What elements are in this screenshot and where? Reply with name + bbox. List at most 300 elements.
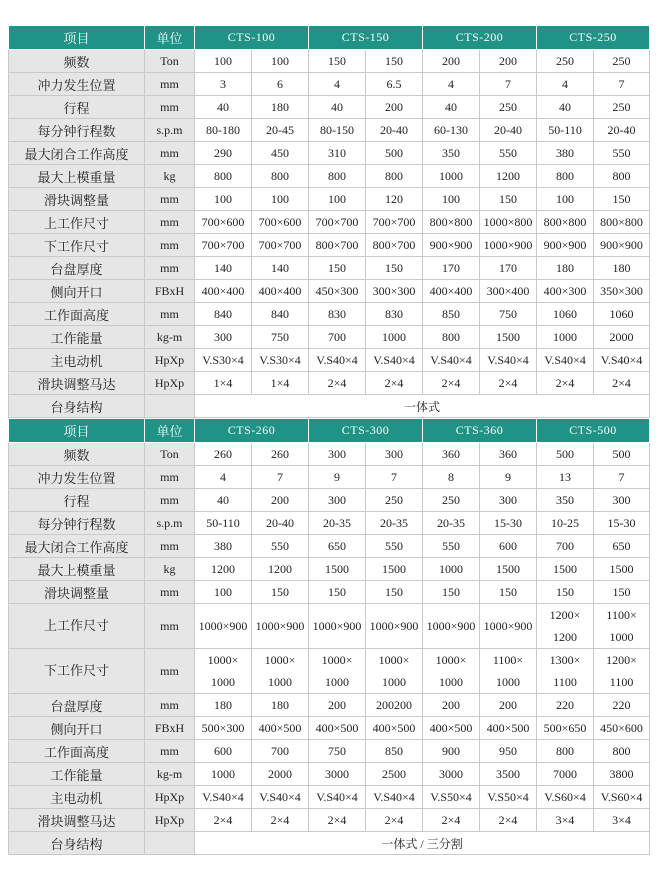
spec-value: 300 — [195, 326, 252, 349]
spec-value: 300×400 — [480, 280, 537, 303]
spec-value-line: 1100× — [492, 653, 524, 667]
spec-value: 550 — [480, 142, 537, 165]
spec-value: 830 — [366, 303, 423, 326]
spec-value: 250 — [480, 96, 537, 119]
spec-value: V.S40×4 — [309, 349, 366, 372]
spec-value: 900 — [423, 740, 480, 763]
spec-value: 1000 — [195, 763, 252, 786]
spec-value: 150 — [366, 257, 423, 280]
spec-value-line: 1000×900 — [369, 619, 419, 633]
row-label: 滑块调整马达 — [9, 809, 145, 832]
spec-row — [9, 581, 650, 604]
spec-value: 150 — [309, 581, 366, 604]
row-label: 主电动机 — [9, 349, 145, 372]
row-label: 上工作尺寸 — [9, 604, 145, 649]
spec-value: 2000 — [594, 326, 650, 349]
spec-value: 140 — [252, 257, 309, 280]
spec-value: 6 — [252, 73, 309, 96]
spec-value: 40 — [195, 489, 252, 512]
header-row — [9, 26, 650, 50]
spec-value: 310 — [309, 142, 366, 165]
spec-value: 4 — [309, 73, 366, 96]
spec-value: 20-40 — [252, 512, 309, 535]
spec-value: 500 — [594, 443, 650, 466]
spec-value — [309, 604, 366, 649]
row-label: 工作面高度 — [9, 740, 145, 763]
spec-value: 6.5 — [366, 73, 423, 96]
spec-value: 950 — [480, 740, 537, 763]
spec-value: 800 — [537, 740, 594, 763]
spec-value: 1500 — [480, 326, 537, 349]
spec-row — [9, 809, 650, 832]
spec-value: 400×400 — [423, 280, 480, 303]
spec-value — [252, 604, 309, 649]
row-unit: kg — [145, 165, 195, 188]
spec-value — [537, 604, 594, 649]
spec-value: 100 — [252, 188, 309, 211]
spec-value: 650 — [594, 535, 650, 558]
spec-row — [9, 234, 650, 257]
row-unit: mm — [145, 604, 195, 649]
row-label: 行程 — [9, 489, 145, 512]
row-label: 滑块调整量 — [9, 581, 145, 604]
spec-value: 550 — [252, 535, 309, 558]
spec-value: 800 — [594, 740, 650, 763]
spec-value-line: 1100× — [606, 608, 637, 622]
spec-value: 550 — [594, 142, 650, 165]
spec-value: 700×600 — [195, 211, 252, 234]
spec-value: 600 — [195, 740, 252, 763]
spec-value: 220 — [537, 694, 594, 717]
row-unit: HpXp — [145, 809, 195, 832]
spec-value: 250 — [423, 489, 480, 512]
spec-value: 1500 — [309, 558, 366, 581]
spec-value: 9 — [480, 466, 537, 489]
spec-value: 380 — [195, 535, 252, 558]
spec-value: V.S50×4 — [480, 786, 537, 809]
row-unit: mm — [145, 188, 195, 211]
spec-value: 180 — [594, 257, 650, 280]
spec-value: 15-30 — [594, 512, 650, 535]
spec-value: 300×300 — [366, 280, 423, 303]
spec-value: 150 — [537, 581, 594, 604]
spec-value-line: 1000× — [207, 653, 239, 667]
row-label: 最大上模重量 — [9, 558, 145, 581]
row-unit: mm — [145, 211, 195, 234]
spec-value: V.S40×4 — [366, 786, 423, 809]
spec-value: 40 — [309, 96, 366, 119]
spec-value: 20-40 — [594, 119, 650, 142]
spec-value: 550 — [423, 535, 480, 558]
spec-value: 400×500 — [309, 717, 366, 740]
spec-value: 350 — [423, 142, 480, 165]
spec-value: 20-40 — [480, 119, 537, 142]
spec-value-line: 1000× — [264, 653, 296, 667]
row-label: 冲力发生位置 — [9, 73, 145, 96]
row-label: 每分钟行程数 — [9, 512, 145, 535]
spec-value: 80-150 — [309, 119, 366, 142]
header-unit: 单位 — [145, 26, 195, 50]
spec-row — [9, 188, 650, 211]
spec-value: 350×300 — [594, 280, 650, 303]
spec-row — [9, 303, 650, 326]
spec-value: 1500 — [480, 558, 537, 581]
row-unit: Ton — [145, 50, 195, 73]
spec-value: 800 — [195, 165, 252, 188]
row-label: 每分钟行程数 — [9, 119, 145, 142]
spec-value: 8 — [423, 466, 480, 489]
spec-value: 150 — [309, 257, 366, 280]
spec-value: 360 — [423, 443, 480, 466]
structure-row — [9, 832, 650, 855]
row-label: 上工作尺寸 — [9, 211, 145, 234]
spec-value: 1500 — [366, 558, 423, 581]
spec-value: 700 — [252, 740, 309, 763]
spec-row — [9, 694, 650, 717]
spec-value: V.S40×4 — [366, 349, 423, 372]
spec-table — [8, 418, 650, 855]
spec-value: 250 — [537, 50, 594, 73]
model-header: CTS-150 — [309, 26, 423, 50]
spec-value-line: 1000 — [325, 675, 350, 689]
row-unit: mm — [145, 142, 195, 165]
spec-value-line: 1000×900 — [312, 619, 362, 633]
row-unit: mm — [145, 96, 195, 119]
spec-value: 170 — [423, 257, 480, 280]
spec-value: 7 — [480, 73, 537, 96]
spec-value: 7 — [594, 466, 650, 489]
spec-value: 2×4 — [594, 372, 650, 395]
spec-row — [9, 604, 650, 649]
spec-value — [537, 649, 594, 694]
spec-value: 550 — [366, 535, 423, 558]
spec-value: 700×700 — [195, 234, 252, 257]
spec-value-line: 1000 — [496, 675, 521, 689]
model-header: CTS-260 — [195, 419, 309, 443]
spec-value: 2×4 — [423, 809, 480, 832]
row-unit: s.p.m — [145, 512, 195, 535]
spec-value: 2×4 — [309, 809, 366, 832]
spec-value: 300 — [309, 443, 366, 466]
spec-value: 100 — [195, 50, 252, 73]
spec-value: 400×500 — [366, 717, 423, 740]
row-label: 滑块调整量 — [9, 188, 145, 211]
spec-value-line: 1200× — [606, 653, 637, 667]
spec-value: 150 — [366, 50, 423, 73]
spec-value-line: 1000 — [268, 675, 292, 689]
spec-value: 400×500 — [423, 717, 480, 740]
row-label: 滑块调整马达 — [9, 372, 145, 395]
spec-value: 380 — [537, 142, 594, 165]
spec-value: 100 — [537, 188, 594, 211]
spec-value: 900×900 — [594, 234, 650, 257]
spec-row — [9, 489, 650, 512]
header-row — [9, 419, 650, 443]
row-unit: kg-m — [145, 326, 195, 349]
spec-value: 20-35 — [366, 512, 423, 535]
spec-value: 140 — [195, 257, 252, 280]
spec-value: 20-40 — [366, 119, 423, 142]
spec-value — [195, 649, 252, 694]
row-unit: Ton — [145, 443, 195, 466]
spec-value: 1500 — [537, 558, 594, 581]
spec-value-line: 1000×900 — [426, 619, 476, 633]
spec-row — [9, 558, 650, 581]
spec-value: 100 — [423, 188, 480, 211]
spec-value: 150 — [366, 581, 423, 604]
spec-value-line: 1200× — [549, 608, 581, 622]
spec-value: 40 — [195, 96, 252, 119]
spec-value: 200 — [423, 50, 480, 73]
spec-value: 180 — [537, 257, 594, 280]
spec-value: 1×4 — [195, 372, 252, 395]
row-label: 下工作尺寸 — [9, 649, 145, 694]
spec-row — [9, 257, 650, 280]
row-unit: FBxH — [145, 280, 195, 303]
row-unit: mm — [145, 489, 195, 512]
spec-value: 800 — [366, 165, 423, 188]
spec-value: 120 — [366, 188, 423, 211]
row-unit: mm — [145, 694, 195, 717]
spec-row — [9, 119, 650, 142]
spec-value: 200 — [309, 694, 366, 717]
spec-value: V.S30×4 — [252, 349, 309, 372]
spec-value-line: 1100 — [553, 675, 577, 689]
spec-row — [9, 50, 650, 73]
spec-value — [423, 604, 480, 649]
row-unit: HpXp — [145, 349, 195, 372]
model-header: CTS-100 — [195, 26, 309, 50]
row-label: 频数 — [9, 443, 145, 466]
row-label: 工作能量 — [9, 326, 145, 349]
spec-value: 1060 — [537, 303, 594, 326]
spec-value: 400×500 — [480, 717, 537, 740]
spec-value: 400×300 — [537, 280, 594, 303]
row-unit: kg — [145, 558, 195, 581]
spec-row — [9, 535, 650, 558]
spec-value: 20-45 — [252, 119, 309, 142]
header-label: 项目 — [9, 26, 145, 50]
spec-value: 4 — [195, 466, 252, 489]
structure-label: 台身结构 — [9, 395, 145, 418]
spec-value: 1060 — [594, 303, 650, 326]
spec-value: 2×4 — [195, 809, 252, 832]
spec-value: 800×700 — [366, 234, 423, 257]
spec-value: 250 — [594, 96, 650, 119]
structure-label: 台身结构 — [9, 832, 145, 855]
spec-value: 1500 — [594, 558, 650, 581]
row-unit: mm — [145, 466, 195, 489]
spec-value: 3500 — [480, 763, 537, 786]
structure-value: 一体式 — [195, 395, 650, 418]
spec-value: V.S40×4 — [594, 349, 650, 372]
row-unit: mm — [145, 740, 195, 763]
spec-value: V.S40×4 — [252, 786, 309, 809]
spec-value: 900×900 — [423, 234, 480, 257]
spec-value: 800×800 — [423, 211, 480, 234]
spec-row — [9, 280, 650, 303]
spec-value: 450×600 — [594, 717, 650, 740]
spec-row — [9, 372, 650, 395]
row-unit: HpXp — [145, 372, 195, 395]
spec-sheet — [8, 25, 649, 855]
spec-value: 450 — [252, 142, 309, 165]
spec-value-line: 1000×900 — [483, 619, 533, 633]
spec-value: 20-35 — [423, 512, 480, 535]
spec-value: 500 — [366, 142, 423, 165]
spec-value — [594, 649, 650, 694]
row-label: 最大上模重量 — [9, 165, 145, 188]
spec-value-line: 1000 — [609, 630, 634, 644]
spec-value: 15-30 — [480, 512, 537, 535]
row-label: 行程 — [9, 96, 145, 119]
spec-value: 2×4 — [480, 372, 537, 395]
spec-value: V.S40×4 — [309, 786, 366, 809]
spec-value: 150 — [594, 581, 650, 604]
spec-row — [9, 466, 650, 489]
spec-value: 500×650 — [537, 717, 594, 740]
spec-value: V.S60×4 — [594, 786, 650, 809]
spec-value: 1000×800 — [480, 211, 537, 234]
spec-value: 1000 — [423, 558, 480, 581]
row-label: 频数 — [9, 50, 145, 73]
spec-value — [594, 604, 650, 649]
spec-value: 2×4 — [309, 372, 366, 395]
spec-value: 2×4 — [366, 809, 423, 832]
spec-value: 1200 — [195, 558, 252, 581]
spec-value: 2500 — [366, 763, 423, 786]
spec-value: 350 — [537, 489, 594, 512]
spec-value: 1000 — [366, 326, 423, 349]
spec-value: 2000 — [252, 763, 309, 786]
spec-value: 40 — [423, 96, 480, 119]
row-unit: mm — [145, 257, 195, 280]
spec-value: 3800 — [594, 763, 650, 786]
spec-row — [9, 763, 650, 786]
spec-value: 850 — [366, 740, 423, 763]
spec-value: 7 — [366, 466, 423, 489]
spec-value: 800×700 — [309, 234, 366, 257]
spec-value: 800 — [537, 165, 594, 188]
spec-value: 1000×900 — [480, 234, 537, 257]
row-label: 最大闭合工作高度 — [9, 142, 145, 165]
row-unit: mm — [145, 649, 195, 694]
spec-value: 3×4 — [594, 809, 650, 832]
spec-value: 400×400 — [195, 280, 252, 303]
spec-value: 2×4 — [252, 809, 309, 832]
row-label: 侧向开口 — [9, 717, 145, 740]
spec-value: 4 — [537, 73, 594, 96]
spec-value: 700×600 — [252, 211, 309, 234]
spec-value: 7000 — [537, 763, 594, 786]
row-unit: HpXp — [145, 786, 195, 809]
spec-value: 300 — [480, 489, 537, 512]
spec-value: 840 — [252, 303, 309, 326]
row-unit: FBxH — [145, 717, 195, 740]
spec-value: 2×4 — [480, 809, 537, 832]
model-header: CTS-300 — [309, 419, 423, 443]
spec-value: 40 — [537, 96, 594, 119]
spec-value: 150 — [594, 188, 650, 211]
row-label: 台盘厚度 — [9, 257, 145, 280]
spec-value: 800 — [423, 326, 480, 349]
row-label: 冲力发生位置 — [9, 466, 145, 489]
spec-value: 100 — [195, 188, 252, 211]
spec-value: 750 — [252, 326, 309, 349]
spec-value: 750 — [309, 740, 366, 763]
structure-unit — [145, 832, 195, 855]
spec-value: 180 — [195, 694, 252, 717]
spec-value: 100 — [309, 188, 366, 211]
spec-value: 800 — [594, 165, 650, 188]
spec-value: 20-35 — [309, 512, 366, 535]
structure-row — [9, 395, 650, 418]
spec-value: 180 — [252, 694, 309, 717]
spec-value-line: 1300× — [549, 653, 581, 667]
spec-value-line: 1000× — [321, 653, 353, 667]
spec-value: 60-130 — [423, 119, 480, 142]
row-unit: mm — [145, 303, 195, 326]
spec-value: 700 — [537, 535, 594, 558]
spec-value-line: 1000× — [435, 653, 467, 667]
row-unit: kg-m — [145, 763, 195, 786]
spec-value: V.S40×4 — [195, 786, 252, 809]
spec-value: 3000 — [309, 763, 366, 786]
spec-value: 800×800 — [594, 211, 650, 234]
spec-value: 180 — [252, 96, 309, 119]
spec-value: 800 — [309, 165, 366, 188]
spec-value: 650 — [309, 535, 366, 558]
spec-value: 7 — [252, 466, 309, 489]
spec-value: 300 — [366, 443, 423, 466]
spec-value: V.S60×4 — [537, 786, 594, 809]
spec-value: 830 — [309, 303, 366, 326]
row-label: 侧向开口 — [9, 280, 145, 303]
spec-value — [309, 649, 366, 694]
spec-row — [9, 142, 650, 165]
spec-value: 2×4 — [537, 372, 594, 395]
spec-value-line: 1000×900 — [198, 619, 248, 633]
spec-value: 2×4 — [423, 372, 480, 395]
spec-value: 200 — [480, 50, 537, 73]
spec-value: 1000 — [537, 326, 594, 349]
spec-value: 450×300 — [309, 280, 366, 303]
spec-value-line: 1000× — [378, 653, 410, 667]
spec-value: 3×4 — [537, 809, 594, 832]
row-label: 最大闭合工作高度 — [9, 535, 145, 558]
spec-value: V.S40×4 — [480, 349, 537, 372]
spec-value: 100 — [252, 50, 309, 73]
spec-row — [9, 96, 650, 119]
spec-row — [9, 326, 650, 349]
spec-value: 500×300 — [195, 717, 252, 740]
spec-value: 200 — [423, 694, 480, 717]
spec-value-line: 1000 — [382, 675, 407, 689]
spec-row — [9, 512, 650, 535]
spec-value: 150 — [480, 188, 537, 211]
spec-value: 260 — [195, 443, 252, 466]
spec-value: 1200 — [252, 558, 309, 581]
spec-value-line: 1000×900 — [255, 619, 305, 633]
spec-row — [9, 73, 650, 96]
spec-value: 1200 — [480, 165, 537, 188]
spec-table — [8, 25, 650, 418]
row-label: 工作能量 — [9, 763, 145, 786]
spec-row — [9, 443, 650, 466]
spec-row — [9, 717, 650, 740]
spec-value: 800×800 — [537, 211, 594, 234]
spec-value: V.S50×4 — [423, 786, 480, 809]
